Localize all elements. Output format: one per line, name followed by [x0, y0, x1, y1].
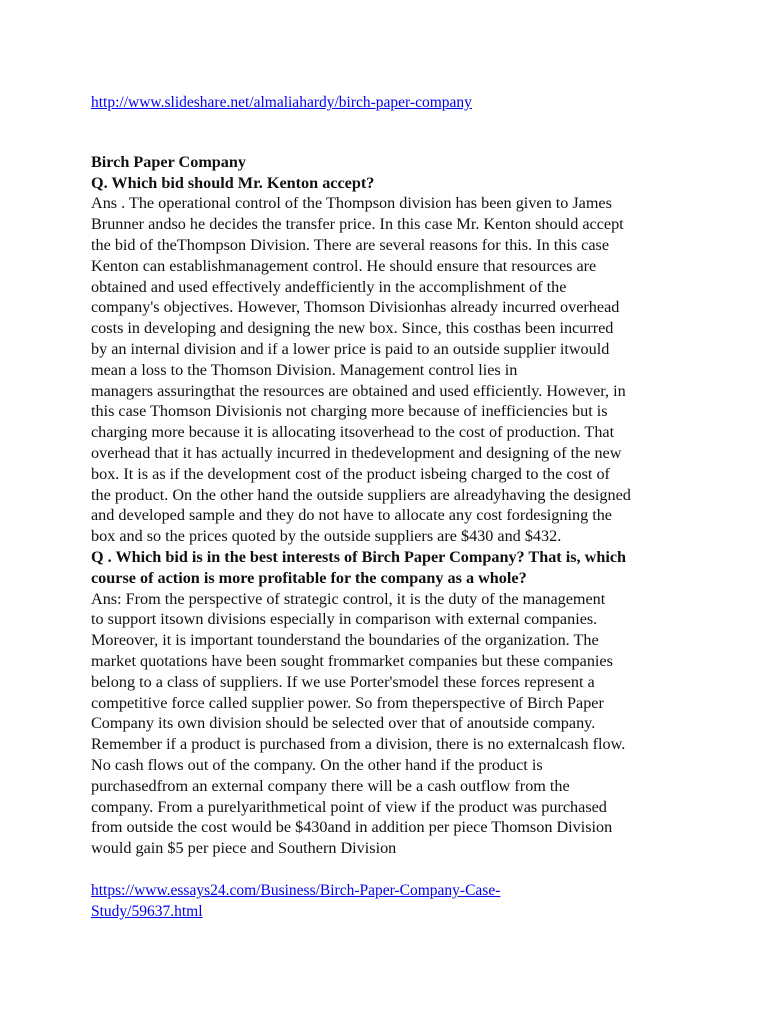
answer-2-line: belong to a class of suppliers. If we use Porter'smodel these forces represent a [91, 672, 595, 691]
answer-1 [91, 193, 691, 547]
answer-1-line: company's objectives. However, Thomson Divisionhas already incurred overhead [91, 298, 620, 317]
question-1: Q. Which bid should Mr. Kenton accept? [91, 173, 375, 192]
answer-1-line: Ans . The operational control of the Thompson division has been given to James [91, 194, 612, 213]
answer-2-line: Remember if a product is purchased from a division, there is no externalcash flow. [91, 735, 626, 754]
answer-2-line: company. From a purelyarithmetical point of view if the product was purchased [91, 797, 607, 816]
answer-1-line: and developed sample and they do not have to allocate any cost fordesigning the [91, 506, 612, 525]
source-link-line: https://www.essays24.com/Business/Birch-Paper-Company-Case- [91, 881, 501, 899]
answer-1-line: box and so the prices quoted by the outside suppliers are $430 and $432. [91, 527, 562, 546]
source-link-slideshare[interactable]: http://www.slideshare.net/almaliahardy/birch-paper-company [91, 94, 472, 111]
answer-1-line: obtained and used effectively andefficiently in the accomplishment of the [91, 277, 567, 296]
answer-2-line: No cash flows out of the company. On the other hand if the product is [91, 755, 543, 774]
answer-1-line: costs in developing and designing the new box. Since, this costhas been incurred [91, 319, 614, 338]
answer-1-line: the bid of theThompson Division. There are several reasons for this. In this case [91, 235, 610, 254]
answer-2-line: purchasedfrom an external company there will be a cash outflow from the [91, 776, 570, 795]
answer-1-line: Kenton can establishmanagement control. He should ensure that resources are [91, 256, 597, 275]
answer-1-line: the product. On the other hand the outside suppliers are alreadyhaving the designed [91, 485, 631, 504]
question-2 [91, 547, 691, 589]
answer-2-line: competitive force called supplier power. So from theperspective of Birch Paper [91, 693, 604, 712]
answer-2-line: market quotations have been sought frommarket companies but these companies [91, 651, 613, 670]
answer-2-line: Company its own division should be selected over that of anoutside company. [91, 714, 596, 733]
answer-1-line: Brunner andso he decides the transfer price. In this case Mr. Kenton should accept [91, 215, 624, 234]
document-page [91, 93, 691, 922]
answer-2-line: from outside the cost would be $430and in addition per piece Thomson Division [91, 818, 613, 837]
answer-1-line: overhead that it has actually incurred in thedevelopment and designing of the new [91, 443, 622, 462]
source-link-line: Study/59637.html [91, 902, 203, 920]
answer-2-line: Ans: From the perspective of strategic control, it is the duty of the management [91, 589, 606, 608]
question-2-line: course of action is more profitable for the company as a whole? [91, 568, 527, 587]
answer-1-line: managers assuringthat the resources are obtained and used efficiently. However, in [91, 381, 626, 400]
source-link-essays24[interactable] [91, 881, 691, 923]
document-title: Birch Paper Company [91, 152, 246, 171]
answer-2-line: would gain $5 per piece and Southern Division [91, 839, 397, 858]
question-2-line: Q . Which bid is in the best interests of Birch Paper Company? That is, which [91, 547, 627, 566]
answer-2-line: Moreover, it is important tounderstand the boundaries of the organization. The [91, 631, 599, 650]
answer-1-line: box. It is as if the development cost of the product isbeing charged to the cost of [91, 464, 610, 483]
answer-1-line: by an internal division and if a lower price is paid to an outside supplier itwould [91, 339, 610, 358]
answer-1-line: this case Thomson Divisionis not charging more because of inefficiencies but is [91, 402, 608, 421]
answer-1-line: mean a loss to the Thomson Division. Management control lies in [91, 360, 518, 379]
answer-1-line: charging more because it is allocating itsoverhead to the cost of production. That [91, 423, 615, 442]
answer-2 [91, 589, 691, 859]
answer-2-line: to support itsown divisions especially in comparison with external companies. [91, 610, 598, 629]
